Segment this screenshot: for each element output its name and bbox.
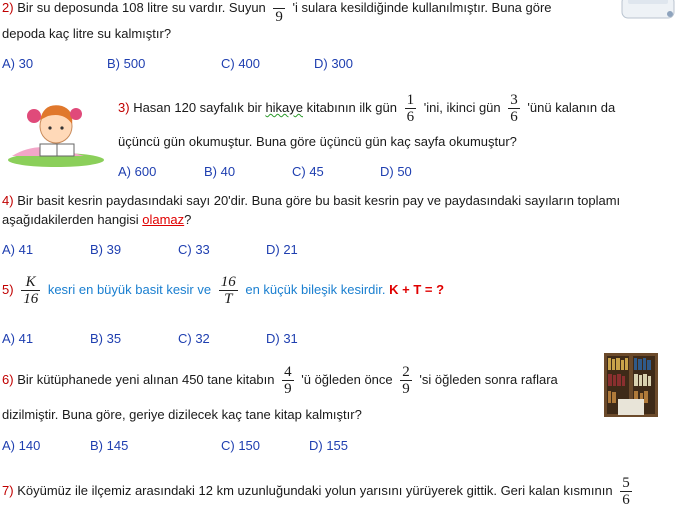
water-tank-image	[618, 0, 678, 22]
library-bookshelf-image	[604, 353, 658, 417]
q4-line2	[2, 212, 191, 227]
q3-fraction-2: $\frac{3}{6}$	[510, 92, 518, 125]
q5-text-2: en küçük bileşik kesirdir.	[245, 281, 386, 297]
q6-text-1: Bir kütüphanede yeni alınan 450 tane kitabın	[17, 371, 275, 387]
q3-option-c[interactable]: C) 45	[292, 164, 324, 179]
q4-question-mark: ?	[184, 212, 192, 227]
q3-text-2: kitabının ilk gün	[306, 99, 397, 115]
q5-option-c[interactable]: C) 32	[178, 331, 210, 346]
q2-option-c[interactable]: C) 400	[221, 56, 261, 71]
q5-fraction-2: $\frac{16}{T}$	[220, 274, 236, 307]
q6-option-b[interactable]: B) 145	[90, 438, 129, 453]
q7-text: Köyümüz ile ilçemiz arasındaki 12 km uzunluğundaki yolun yarısını yürüyerek gittik. Geri kalan kısmının	[17, 482, 613, 498]
q5-number: 5)	[2, 281, 14, 297]
q5-line1	[2, 274, 444, 307]
q4-option-a[interactable]: A) 41	[2, 242, 34, 257]
q5-text-1: kesri en büyük basit kesir ve	[47, 281, 212, 297]
q3-text-3: 'ini, ikinci gün	[423, 99, 501, 115]
q3-line1	[118, 92, 615, 125]
q6-option-d[interactable]: D) 155	[309, 438, 349, 453]
q2-number: 2)	[2, 0, 14, 15]
q7-fraction: $\frac{5}{6}$	[622, 475, 630, 508]
q2-option-a[interactable]: A) 30	[2, 56, 34, 71]
q4-text-1: Bir basit kesrin paydasındaki sayı 20'dir. Buna göre bu basit kesrin pay ve paydasındaki sayıların toplamı	[17, 193, 621, 208]
q2-line2: depoda kaç litre su kalmıştır?	[2, 26, 172, 41]
q3-option-b[interactable]: B) 40	[204, 164, 236, 179]
girl-reading-illustration	[4, 90, 108, 170]
q4-option-d[interactable]: D) 21	[266, 242, 298, 257]
q7-line1	[2, 475, 636, 508]
q6-fraction-2: $\frac{2}{9}$	[402, 364, 410, 397]
q5-equation: K + T = ?	[389, 281, 445, 297]
q6-option-c[interactable]: C) 150	[221, 438, 261, 453]
q6-option-a[interactable]: A) 140	[2, 438, 41, 453]
q3-option-d[interactable]: D) 50	[380, 164, 412, 179]
q3-text-1: Hasan 120 sayfalık bir	[133, 99, 262, 115]
q2-text: Bir su deposunda 108 litre su vardır. Suyun	[17, 0, 266, 15]
q2-option-b[interactable]: B) 500	[107, 56, 146, 71]
q2-text-after: 'i sulara kesildiğinde kullanılmıştır. Buna göre	[292, 0, 552, 15]
q5-option-d[interactable]: D) 31	[266, 331, 298, 346]
q4-text-2: aşağıdakilerden hangisi	[2, 212, 139, 227]
q6-fraction-1: $\frac{4}{9}$	[284, 364, 292, 397]
q5-fraction-1: $\frac{K}{16}$	[23, 274, 39, 307]
q6-line2: dizilmiştir. Buna göre, geriye dizilecek kaç tane kitap kalmıştır?	[2, 407, 362, 422]
q4-number: 4)	[2, 193, 14, 208]
q6-text-2: 'ü öğleden önce	[301, 371, 393, 387]
q3-option-a[interactable]: A) 600	[118, 164, 157, 179]
q2-fraction: 9	[275, 9, 283, 25]
q3-text-4: 'ünü kalanın da	[527, 99, 616, 115]
q3-fraction-1: $\frac{1}{6}$	[406, 92, 415, 125]
q6-line1	[2, 364, 558, 397]
q3-number: 3)	[118, 99, 130, 115]
q2-option-d[interactable]: D) 300	[314, 56, 354, 71]
q6-number: 6)	[2, 371, 14, 387]
q4-word-olamaz: olamaz	[142, 212, 185, 227]
q4-option-c[interactable]: C) 33	[178, 242, 210, 257]
q7-number: 7)	[2, 482, 14, 498]
q3-line2: üçüncü gün okumuştur. Buna göre üçüncü gün kaç sayfa okumuştur?	[118, 134, 517, 149]
q5-option-a[interactable]: A) 41	[2, 331, 34, 346]
q4-option-b[interactable]: B) 39	[90, 242, 122, 257]
q3-word-hikaye: hikaye	[265, 99, 304, 115]
q5-option-b[interactable]: B) 35	[90, 331, 122, 346]
q4-line1	[2, 193, 620, 208]
q6-text-3: 'si öğleden sonra raflara	[419, 371, 558, 387]
q2-line1	[2, 0, 552, 25]
